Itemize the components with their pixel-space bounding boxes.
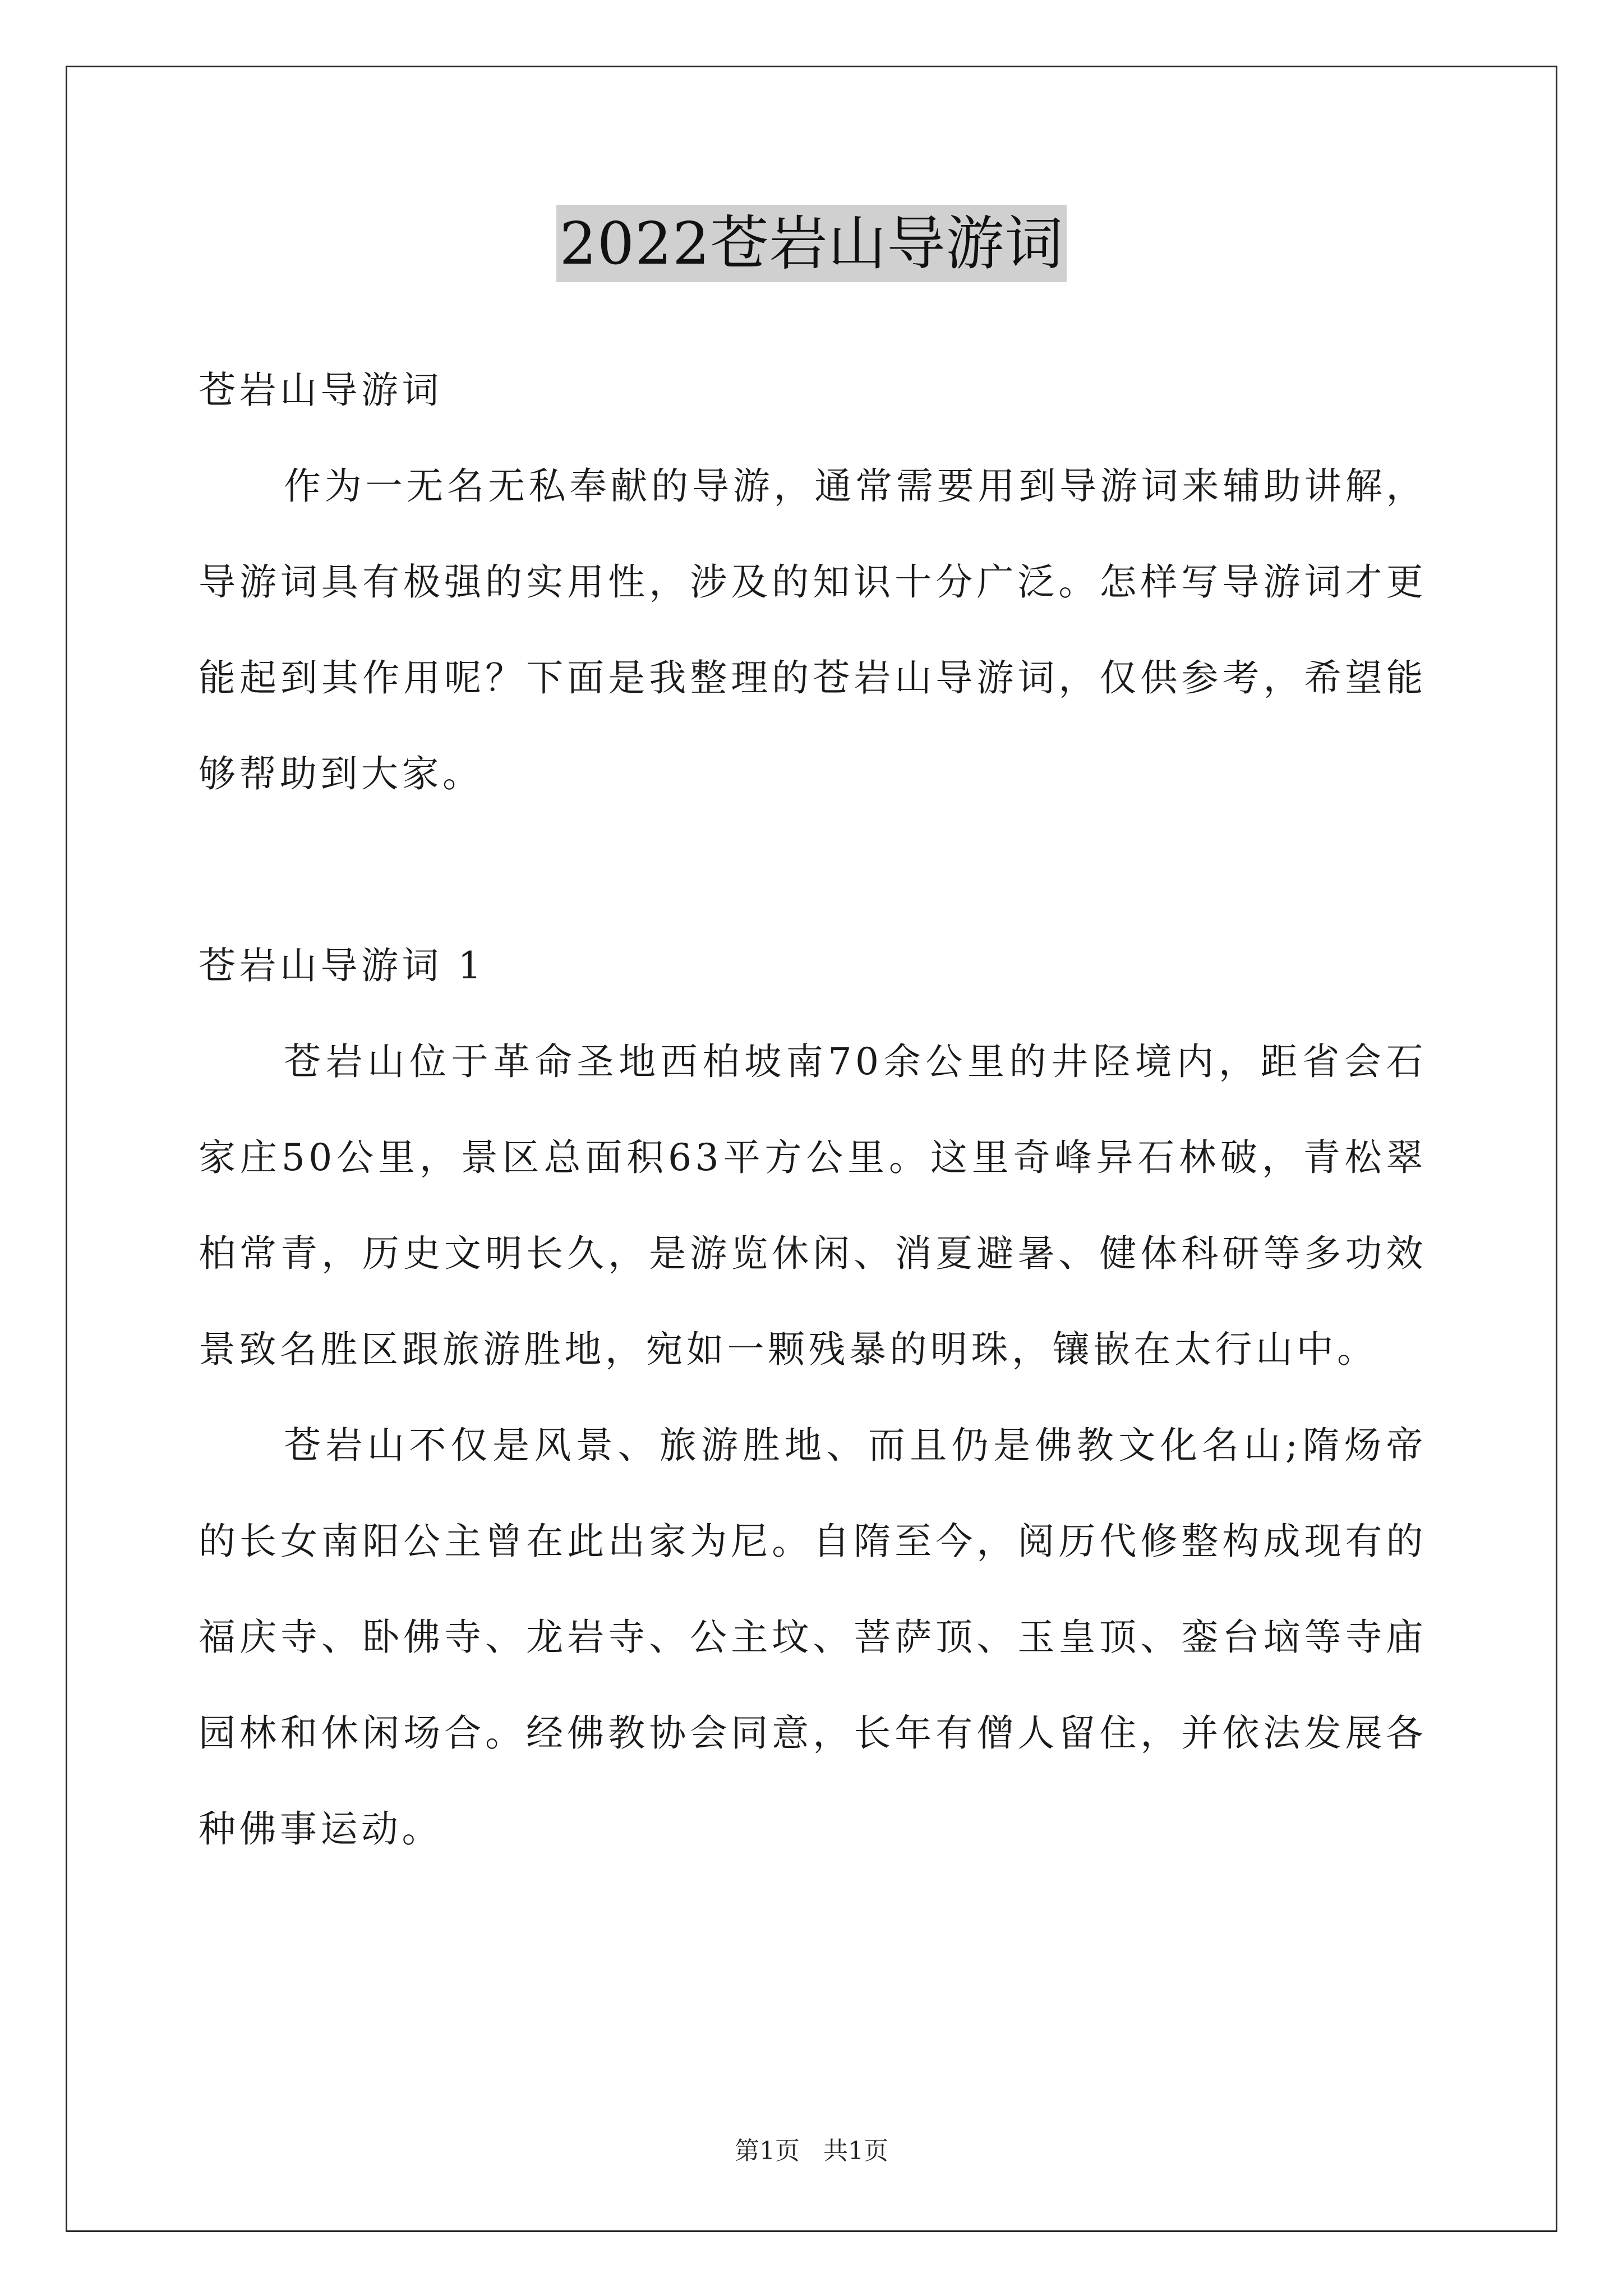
- document-title: 2022苍岩山导游词: [556, 205, 1067, 282]
- page-number-total: 共1页: [823, 2137, 888, 2165]
- intro-paragraph: 作为一无名无私奉献的导游，通常需要用到导游词来辅助讲解，导游词具有极强的实用性，涉及的知识十分广泛。怎样写导游词才更能起到其作用呢？下面是我整理的苍岩山导游词，仅供参考，希望能够帮助到大家。: [199, 464, 1427, 795]
- section1-paragraph-1: 苍岩山位于革命圣地西柏坡南70余公里的井陉境内，距省会石家庄50公里，景区总面积63平方公里。这里奇峰异石林破，青松翠柏常青，历史文明长久，是游览休闲、消夏避暑、健体科研等多功效景致名胜区跟旅游胜地，宛如一颗残暴的明珠，镶嵌在太行山中。: [199, 1040, 1427, 1371]
- document-body: [199, 342, 1427, 1877]
- page-number-current: 第1页: [735, 2137, 800, 2165]
- section1-paragraph-2: 苍岩山不仅是风景、旅游胜地、而且仍是佛教文化名山;隋炀帝的长女南阳公主曾在此出家为尼。自隋至今，阅历代修整构成现有的福庆寺、卧佛寺、龙岩寺、公主坟、菩萨顶、玉皇顶、銮台垴等寺庙园林和休闲场合。经佛教协会同意，长年有僧人留住，并依法发展各种佛事运动。: [199, 1424, 1427, 1851]
- page-footer: [0, 2134, 1623, 2168]
- section-heading-1: 苍岩山导游词 1: [199, 944, 485, 987]
- title-container: [0, 205, 1623, 282]
- intro-heading: 苍岩山导游词: [199, 369, 442, 412]
- section-spacer: [199, 822, 1427, 918]
